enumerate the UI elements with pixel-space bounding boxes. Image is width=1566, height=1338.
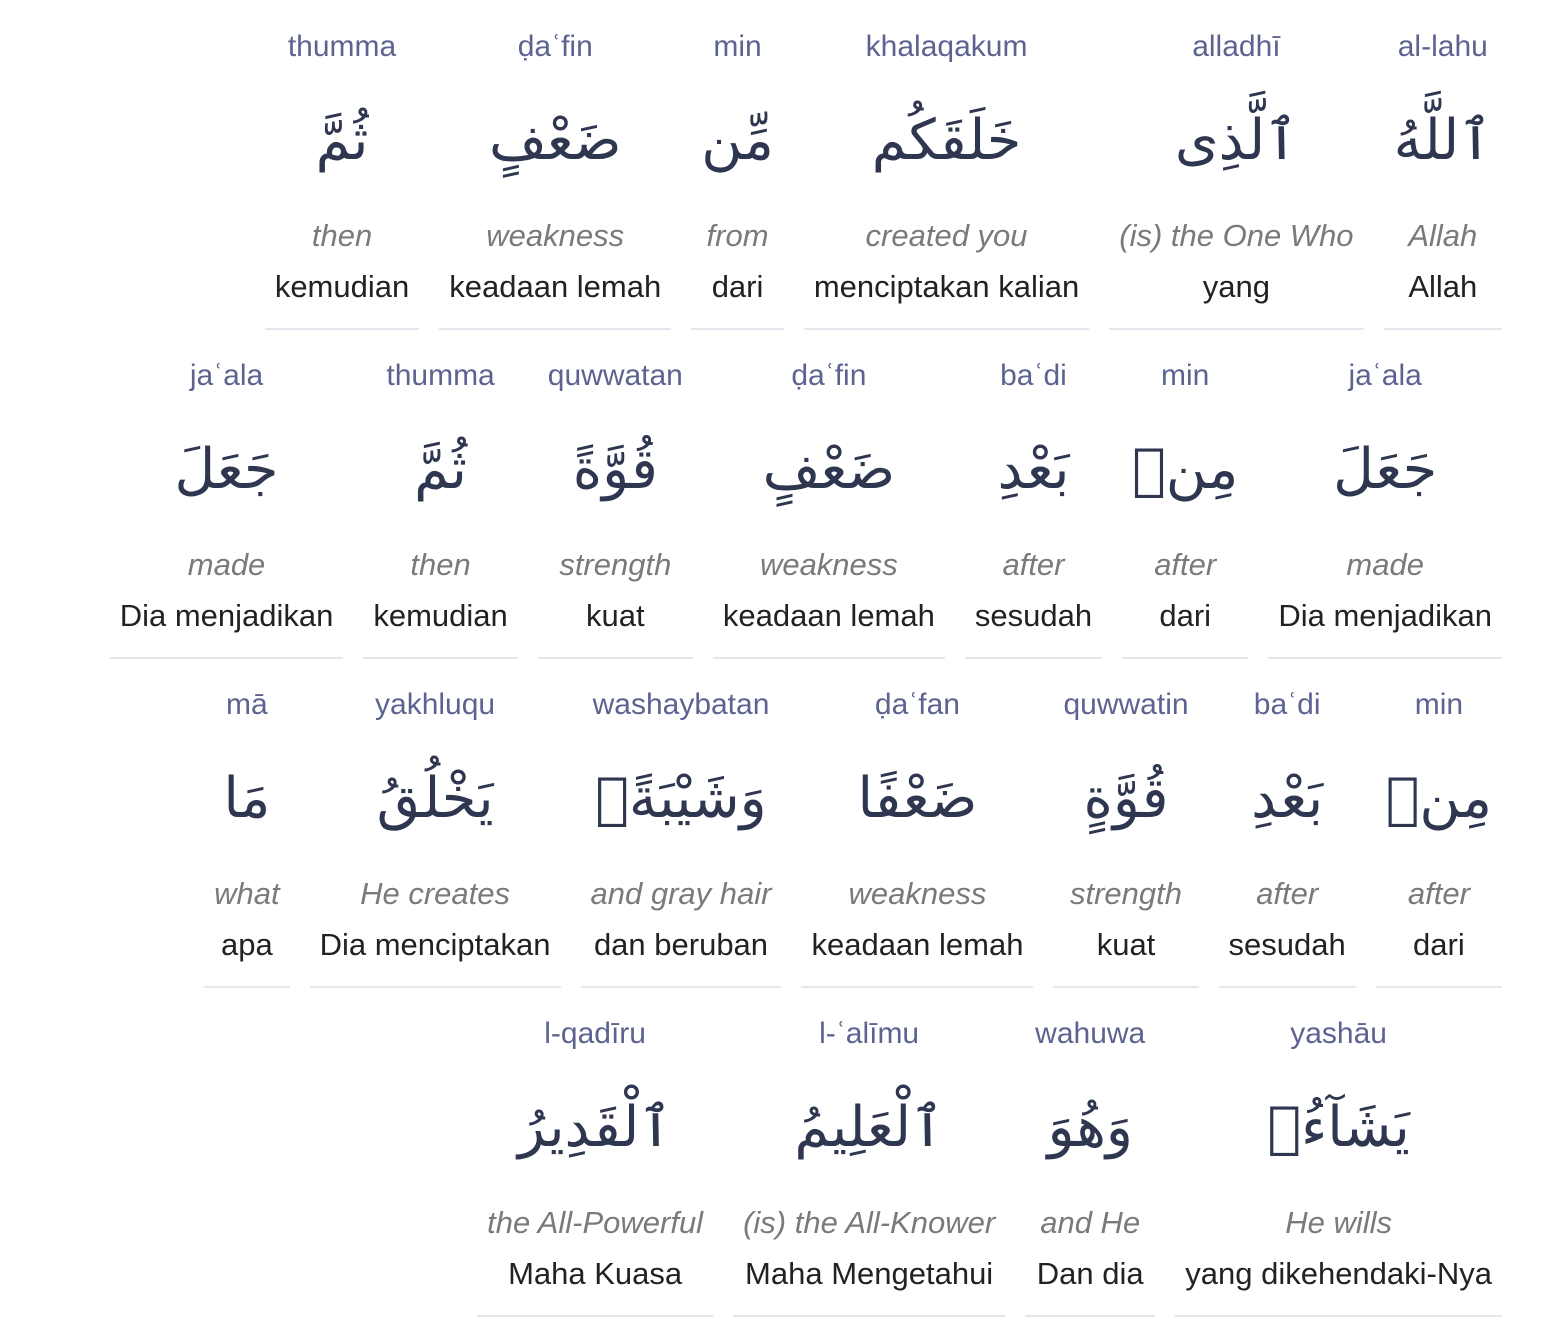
indonesian-translation: Allah (1408, 269, 1478, 304)
word-card[interactable] (1175, 1009, 1502, 1317)
english-translation: the All-Powerful (487, 1205, 704, 1240)
english-translation: from (706, 218, 769, 253)
indonesian-translation: Maha Mengetahui (745, 1256, 994, 1291)
arabic-word: خَلَقَكُم (871, 108, 1022, 173)
word-card[interactable] (965, 351, 1102, 659)
word-card[interactable] (110, 351, 344, 659)
indonesian-translation: kuat (586, 598, 645, 633)
indonesian-translation: dari (711, 269, 764, 304)
arabic-word: ضَعْفٍ (762, 437, 896, 502)
indonesian-translation: yang (1202, 269, 1271, 304)
transliteration: ḍaʿfin (517, 30, 593, 63)
word-card[interactable] (310, 680, 561, 988)
arabic-word: ٱلْقَدِيرُ (518, 1095, 673, 1160)
english-translation: Allah (1408, 218, 1478, 253)
indonesian-translation: Dia menciptakan (319, 927, 551, 962)
word-card[interactable] (1376, 680, 1502, 988)
arabic-word: وَشَيْبَةًۚ (595, 766, 767, 831)
indonesian-translation: Dan dia (1036, 1256, 1144, 1291)
indonesian-translation: Dia menjadikan (1278, 598, 1492, 633)
english-translation: and He (1040, 1205, 1141, 1240)
arabic-word: وَهُوَ (1047, 1095, 1133, 1160)
word-card[interactable] (439, 22, 671, 330)
transliteration: min (713, 30, 762, 63)
transliteration: jaʿala (1348, 359, 1422, 392)
english-translation: (is) the All-Knower (743, 1205, 996, 1240)
indonesian-translation: kuat (1096, 927, 1156, 962)
arabic-word: مِّن (701, 108, 774, 173)
transliteration: thumma (386, 359, 495, 392)
word-card[interactable] (538, 351, 693, 659)
arabic-word: جَعَلَ (1333, 437, 1438, 502)
word-card[interactable] (804, 22, 1089, 330)
arabic-word: قُوَّةً (572, 437, 658, 502)
arabic-word: بَعْدِ (997, 437, 1070, 502)
arabic-word: ضَعْفًا (857, 766, 978, 831)
english-translation: after (1002, 547, 1065, 582)
word-card[interactable] (713, 351, 945, 659)
arabic-word: بَعْدِ (1251, 766, 1324, 831)
arabic-word: ٱلَّذِى (1174, 108, 1298, 173)
arabic-word: مِنۢ (1132, 437, 1239, 502)
english-translation: then (410, 547, 471, 582)
word-card[interactable] (363, 351, 517, 659)
verse-row-1 (40, 22, 1502, 351)
arabic-word: ثُمَّ (414, 437, 467, 502)
transliteration: thumma (287, 30, 397, 63)
transliteration: l-qadīru (544, 1017, 646, 1050)
indonesian-translation: menciptakan kalian (813, 269, 1080, 304)
arabic-word: ٱلْعَلِيمُ (794, 1095, 944, 1160)
english-translation: He creates (360, 876, 511, 911)
indonesian-translation: sesudah (1228, 927, 1346, 962)
arabic-word: قُوَّةٍ (1083, 766, 1169, 831)
transliteration: jaʿala (189, 359, 264, 392)
english-translation: made (1346, 547, 1424, 582)
verse-row-3 (40, 680, 1502, 1009)
indonesian-translation: dan beruban (593, 927, 769, 962)
word-card[interactable] (1268, 351, 1502, 659)
verse-row-4 (40, 1009, 1502, 1338)
transliteration: quwwatan (547, 359, 683, 392)
transliteration: alladhī (1192, 30, 1281, 63)
transliteration: al-lahu (1397, 30, 1488, 63)
transliteration: yashāu (1290, 1017, 1387, 1050)
indonesian-translation: dari (1413, 927, 1465, 962)
english-translation: He wills (1285, 1205, 1393, 1240)
english-translation: made (187, 547, 266, 582)
english-translation: weakness (848, 876, 987, 911)
word-card[interactable] (1384, 22, 1502, 330)
english-translation: created you (865, 218, 1028, 253)
indonesian-translation: Dia menjadikan (119, 598, 334, 633)
arabic-word: يَشَآءُۖ (1267, 1095, 1410, 1160)
indonesian-translation: keadaan lemah (449, 269, 662, 304)
arabic-word: ثُمَّ (315, 108, 369, 173)
arabic-word: ضَعْفٍ (488, 108, 622, 173)
word-card[interactable] (801, 680, 1033, 988)
transliteration: mā (226, 688, 268, 721)
transliteration: washaybatan (592, 688, 770, 721)
word-card[interactable] (265, 22, 419, 330)
english-translation: after (1407, 876, 1470, 911)
transliteration: min (1161, 359, 1210, 392)
transliteration: wahuwa (1035, 1017, 1146, 1050)
word-card[interactable] (477, 1009, 713, 1317)
indonesian-translation: yang dikehendaki-Nya (1185, 1256, 1492, 1291)
indonesian-translation: kemudian (373, 598, 508, 633)
indonesian-translation: keadaan lemah (811, 927, 1024, 962)
indonesian-translation: sesudah (974, 598, 1093, 633)
word-card[interactable] (1025, 1009, 1155, 1317)
arabic-word: مِنۢ (1385, 766, 1492, 831)
transliteration: ḍaʿfan (874, 688, 960, 721)
arabic-word: يَخْلُقُ (376, 766, 494, 831)
verse-row-2 (40, 351, 1502, 680)
indonesian-translation: dari (1159, 598, 1212, 633)
transliteration: min (1414, 688, 1464, 721)
word-card[interactable] (204, 680, 289, 988)
english-translation: weakness (486, 218, 625, 253)
arabic-word: جَعَلَ (174, 437, 279, 502)
english-translation: (is) the One Who (1119, 218, 1354, 253)
transliteration: ḍaʿfin (791, 359, 867, 392)
transliteration: baʿdi (1000, 359, 1067, 392)
arabic-word: ٱللَّهُ (1393, 108, 1492, 173)
word-card[interactable] (581, 680, 782, 988)
english-translation: strength (1070, 876, 1183, 911)
english-translation: strength (559, 547, 672, 582)
english-translation: weakness (759, 547, 898, 582)
transliteration: khalaqakum (865, 30, 1028, 63)
english-translation: then (311, 218, 373, 253)
word-card[interactable] (1109, 22, 1363, 330)
word-card[interactable] (1122, 351, 1248, 659)
english-translation: what (214, 876, 280, 911)
word-card[interactable] (733, 1009, 1005, 1317)
transliteration: l-ʿalīmu (819, 1017, 920, 1050)
english-translation: after (1256, 876, 1319, 911)
word-card[interactable] (691, 22, 784, 330)
indonesian-translation: apa (221, 927, 273, 962)
word-card[interactable] (1053, 680, 1198, 988)
indonesian-translation: kemudian (274, 269, 410, 304)
word-card[interactable] (1219, 680, 1356, 988)
english-translation: and gray hair (590, 876, 772, 911)
indonesian-translation: keadaan lemah (722, 598, 935, 633)
transliteration: quwwatin (1063, 688, 1189, 721)
arabic-word: مَا (223, 766, 271, 831)
english-translation: after (1154, 547, 1217, 582)
transliteration: yakhluqu (375, 688, 496, 721)
transliteration: baʿdi (1253, 688, 1321, 721)
indonesian-translation: Maha Kuasa (508, 1256, 683, 1291)
